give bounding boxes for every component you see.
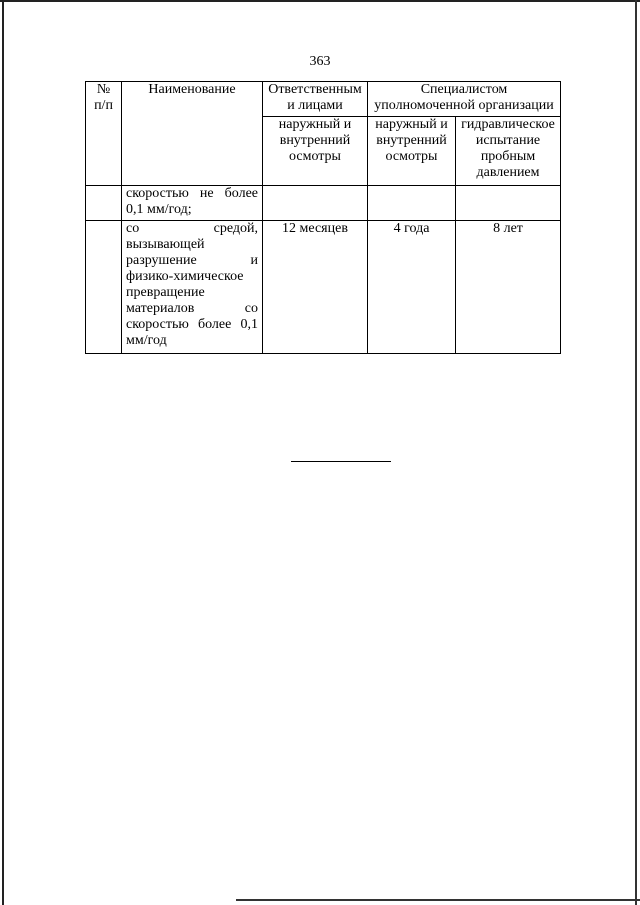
row-specialist-inspection-cell: 4 года [368, 221, 456, 354]
subheader-specialist-inspection: наружный и внутренний осмотры [368, 117, 456, 186]
header-number: № п/п [86, 82, 122, 186]
row-responsible-cell: 12 месяцев [263, 221, 368, 354]
header-specialist: Специалистом уполномоченной организации [368, 82, 561, 117]
scan-frame-bottom [236, 899, 640, 901]
table-row [86, 221, 561, 354]
header-responsible: Ответственным и лицами [263, 82, 368, 117]
row-specialist-hydro-cell [456, 186, 561, 221]
row-responsible-cell [263, 186, 368, 221]
row-number-cell [86, 221, 122, 354]
scan-frame-right [635, 0, 637, 905]
row-number-cell [86, 186, 122, 221]
scan-frame-top [0, 0, 640, 2]
subheader-specialist-hydro: гидравлическое испытание пробным давлением [456, 117, 561, 186]
inspection-schedule-table [85, 81, 561, 354]
row-specialist-inspection-cell [368, 186, 456, 221]
end-of-document-rule [291, 461, 391, 462]
header-name: Наименование [122, 82, 263, 186]
subheader-responsible-inspection: наружный и внутренний осмотры [263, 117, 368, 186]
row-name-cell: со средой, вызывающей разрушение и физико-химическое превращение материалов со скоростью более 0,1 мм/год [122, 221, 263, 354]
scan-frame-left [2, 0, 4, 905]
page-number: 363 [309, 54, 331, 69]
table-row [86, 186, 561, 221]
row-name-cell: скоростью не более 0,1 мм/год; [122, 186, 263, 221]
row-specialist-hydro-cell: 8 лет [456, 221, 561, 354]
header-row [86, 82, 561, 117]
